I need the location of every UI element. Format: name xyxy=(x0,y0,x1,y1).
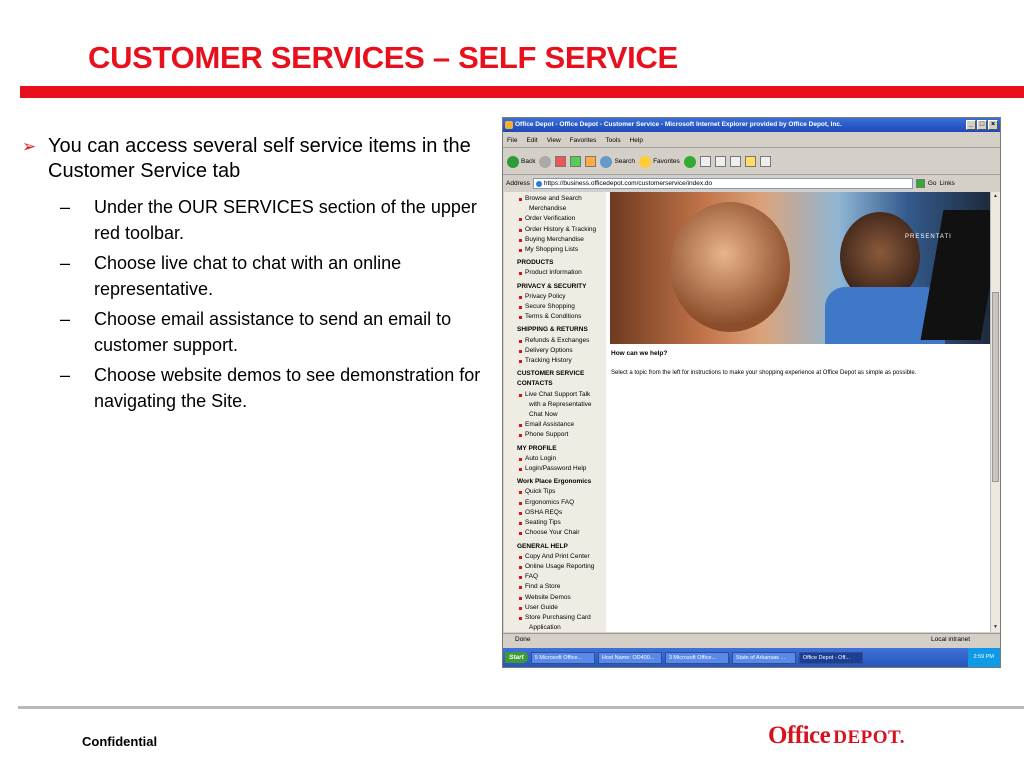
sidebar-link[interactable]: Live Chat Support Talk xyxy=(518,390,606,400)
help-heading: How can we help? xyxy=(611,350,668,357)
go-button[interactable]: Go xyxy=(927,180,937,187)
minimize-button[interactable]: _ xyxy=(966,120,976,130)
status-done: Done xyxy=(515,636,531,643)
address-bar xyxy=(503,176,1000,191)
sidebar-link[interactable]: Application xyxy=(529,624,561,632)
sub-bullet xyxy=(22,250,492,302)
address-label: Address xyxy=(506,180,530,187)
sidebar-link[interactable]: Store Purchasing Card xyxy=(518,613,606,623)
menu-tools[interactable]: Tools xyxy=(605,137,621,144)
mail-icon[interactable] xyxy=(700,156,711,167)
footer-confidential: Confidential xyxy=(82,734,158,749)
ie-icon xyxy=(505,121,513,129)
main-bullet-text: You can access several self service items in the Customer Service tab xyxy=(48,135,471,182)
links-button[interactable]: Links xyxy=(939,180,955,187)
sidebar-link[interactable]: Phone Support xyxy=(518,430,606,440)
title-red-bar xyxy=(20,86,1024,98)
page-content xyxy=(504,192,991,632)
folder-icon[interactable] xyxy=(745,156,756,167)
menu-favorites[interactable]: Favorites xyxy=(569,137,597,144)
maximize-button[interactable]: □ xyxy=(977,120,987,130)
sub-bullet xyxy=(22,362,492,414)
sidebar-link[interactable]: Order Verification xyxy=(518,214,606,224)
url-field[interactable] xyxy=(533,178,913,189)
sidebar-link[interactable]: Login/Password Help xyxy=(518,464,606,474)
logo-depot: DEPOT. xyxy=(833,727,906,748)
sidebar-link[interactable]: Buying Merchandise xyxy=(518,235,606,245)
taskbar xyxy=(503,648,1000,667)
browser-title-bar xyxy=(503,118,1000,132)
sidebar-link[interactable]: FAQ xyxy=(518,572,606,582)
sidebar-heading: Work Place Ergonomics xyxy=(517,478,592,486)
taskbar-button[interactable]: 5 Microsoft Office... xyxy=(531,652,595,664)
scroll-down-icon[interactable]: ▼ xyxy=(993,624,998,630)
sidebar-link[interactable]: Email Assistance xyxy=(518,420,606,430)
sidebar-link[interactable]: Secure Shopping xyxy=(518,302,606,312)
sidebar-heading: SHIPPING & RETURNS xyxy=(517,326,588,334)
sidebar-link[interactable]: Ergonomics FAQ xyxy=(518,498,606,508)
sidebar-link[interactable]: Product Information xyxy=(518,268,606,278)
sidebar-link[interactable]: Tracking History xyxy=(518,356,606,366)
bullet-list xyxy=(22,134,492,418)
stop-icon[interactable] xyxy=(555,156,566,167)
star-icon xyxy=(639,156,651,168)
search-icon xyxy=(600,156,612,168)
status-zone: Local intranet xyxy=(930,636,970,643)
sidebar-heading: MY PROFILE xyxy=(517,444,557,452)
browser-title: Office Depot - Office Depot - Customer Service - Microsoft Internet Explorer provided by Office Depot, Inc. xyxy=(515,121,842,128)
browser-screenshot xyxy=(502,117,1001,668)
sub-bullet xyxy=(22,194,492,246)
sidebar-link[interactable]: Terms & Conditions xyxy=(518,312,606,322)
sidebar-link[interactable]: Browse and Search xyxy=(518,194,606,204)
sidebar-heading: PRODUCTS xyxy=(517,259,554,267)
refresh-icon[interactable] xyxy=(570,156,581,167)
menu-edit[interactable]: Edit xyxy=(526,137,538,144)
status-bar xyxy=(503,633,1000,646)
close-button[interactable]: × xyxy=(988,120,998,130)
sidebar-link[interactable]: Website Demos xyxy=(518,593,606,603)
start-button[interactable]: Start xyxy=(505,652,528,663)
photo-monitor xyxy=(921,210,991,340)
footer-divider xyxy=(18,706,1024,709)
url-text: https://business.officedepot.com/customerservice/index.do xyxy=(543,180,713,187)
sidebar-link[interactable]: OSHA REQs xyxy=(518,508,606,518)
sidebar-heading: CONTACTS xyxy=(517,380,553,388)
vertical-scrollbar[interactable] xyxy=(990,192,1000,632)
dash-marker: – xyxy=(60,253,71,273)
dash-marker: – xyxy=(60,365,71,385)
sidebar-link[interactable]: Merchandise xyxy=(529,205,567,213)
sub-bullet-text: Choose website demos to see demonstration for navigating the Site. xyxy=(94,365,481,411)
back-label: Back xyxy=(521,158,536,165)
help-sidebar xyxy=(504,192,606,632)
edit-icon[interactable] xyxy=(730,156,741,167)
sidebar-heading: GENERAL HELP xyxy=(517,542,568,550)
main-bullet xyxy=(22,134,492,184)
scroll-up-icon[interactable]: ▲ xyxy=(993,193,998,199)
slide-title: CUSTOMER SERVICES – SELF SERVICE xyxy=(88,40,678,75)
sidebar-link[interactable]: Quick Tips xyxy=(518,487,606,497)
photo-sign-text: PRESENTATI xyxy=(905,234,952,240)
taskbar-button[interactable]: 3 Microsoft Office... xyxy=(665,652,729,664)
sub-bullet-text: Choose live chat to chat with an online representative. xyxy=(94,253,402,299)
sub-bullet-text: Under the OUR SERVICES section of the upper red toolbar. xyxy=(94,197,477,243)
sidebar-link[interactable]: Refunds & Exchanges xyxy=(518,336,606,346)
page-icon xyxy=(536,181,542,187)
favorites-button[interactable] xyxy=(639,156,680,168)
sidebar-link[interactable]: Delivery Options xyxy=(518,346,606,356)
sub-bullet xyxy=(22,306,492,358)
hero-photo xyxy=(610,192,991,344)
print-icon[interactable] xyxy=(715,156,726,167)
sidebar-link[interactable]: Order History & Tracking xyxy=(518,225,606,235)
go-arrow-icon[interactable] xyxy=(916,179,925,188)
sidebar-link[interactable]: Online Usage Reporting xyxy=(518,562,606,572)
history-icon[interactable] xyxy=(684,156,696,168)
sidebar-link[interactable]: Auto Login xyxy=(518,454,606,464)
clock: 2:59 PM xyxy=(968,648,1000,667)
home-icon[interactable] xyxy=(585,156,596,167)
sidebar-link[interactable]: My Shopping Lists xyxy=(518,245,606,255)
browser-toolbar xyxy=(503,149,1000,175)
back-arrow-icon xyxy=(507,156,519,168)
messenger-icon[interactable] xyxy=(760,156,771,167)
sidebar-link[interactable]: Privacy Policy xyxy=(518,292,606,302)
sidebar-link[interactable]: Chat Now xyxy=(529,411,558,419)
sidebar-link[interactable]: Copy And Print Center xyxy=(518,552,606,562)
search-button[interactable] xyxy=(600,156,635,168)
sidebar-link[interactable]: User Guide xyxy=(518,603,606,613)
menu-file[interactable]: File xyxy=(507,137,518,144)
menu-view[interactable]: View xyxy=(546,137,561,144)
office-depot-logo xyxy=(768,722,905,750)
sidebar-link[interactable]: Choose Your Chair xyxy=(518,528,606,538)
dash-marker: – xyxy=(60,309,71,329)
back-button[interactable] xyxy=(507,156,535,168)
sidebar-link[interactable]: Find a Store xyxy=(518,582,606,592)
dash-marker: – xyxy=(60,197,71,217)
taskbar-button[interactable]: Host Name: OD400... xyxy=(598,652,662,664)
logo-office: Office xyxy=(768,722,831,749)
sidebar-link[interactable]: Seating Tips xyxy=(518,518,606,528)
menu-bar xyxy=(503,134,1000,148)
photo-person-1 xyxy=(670,202,790,332)
sidebar-heading: PRIVACY & SECURITY xyxy=(517,282,587,290)
forward-arrow-icon[interactable] xyxy=(539,156,551,168)
taskbar-button[interactable]: State of Arkansas ... xyxy=(732,652,796,664)
sub-bullet-text: Choose email assistance to send an email to customer support. xyxy=(94,309,452,355)
help-text: Select a topic from the left for instructions to make your shopping experience at Office Depot as simple as possible. xyxy=(611,370,917,376)
arrow-bullet-icon: ➢ xyxy=(22,137,37,156)
taskbar-button-active[interactable]: Office Depot - Off... xyxy=(799,652,863,664)
sidebar-link[interactable]: with a Representative xyxy=(529,400,592,408)
menu-help[interactable]: Help xyxy=(629,137,643,144)
scroll-thumb[interactable] xyxy=(992,292,999,482)
favorites-label: Favorites xyxy=(653,158,680,165)
search-label: Search xyxy=(614,158,636,165)
sidebar-heading: CUSTOMER SERVICE xyxy=(517,370,585,378)
